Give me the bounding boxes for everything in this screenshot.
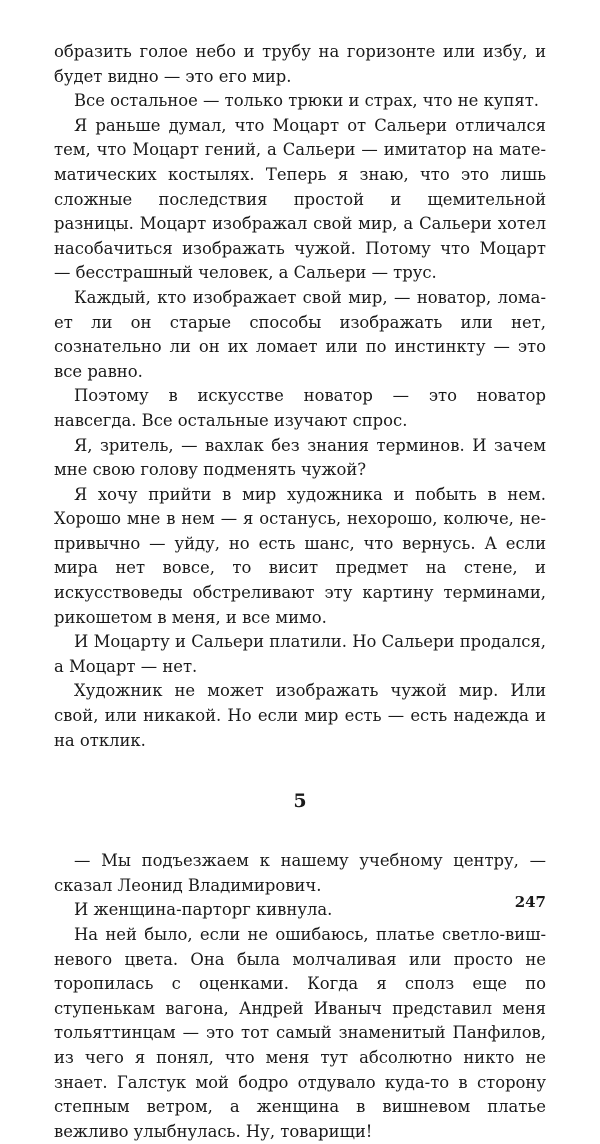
paragraph: Все остальное — только трюки и страх, что не купят.: [74, 91, 540, 111]
paragraph: Я хочу прийти в мир художника и побыть в нем. Хорошо мне в нем — я останусь, нехорошо, колюче, непривычно — уйду, но есть шанс, что вернусь. А если мира нет вовсе, то висит предмет на стене, и искусствоведы обстреливают эту картину терминами, рикошетом в меня, и все мимо.: [54, 484, 546, 627]
paragraph: Я раньше думал, что Моцарт от Сальери отличался тем, что Моцарт гений, а Сальери — имитатор на математических костылях. Теперь я знаю, что это лишь сложные последствия простой и щемительной разницы. Моцарт изображал свой мир, а Сальери хотел насобачиться изображать чужой. Потому что Моцарт — бесстрашный человек, а Сальери — трус.: [54, 115, 546, 283]
chapter-number: 5: [293, 790, 307, 813]
page-number: 247: [514, 893, 546, 911]
paragraph: Я, зритель, — вахлак без знания терминов. И зачем мне свою голову подменять чужой?: [54, 435, 546, 480]
paragraph: И Моцарту и Сальери платили. Но Сальери продался, а Моцарт — нет.: [54, 632, 546, 676]
paragraph: На ней было, если не ошибаюсь, платье светло-вишневого цвета. Она была молчаливая или просто не торопилась с оценками. Когда я сполз еще по ступенькам вагона, Андрей Иваныч представил меня тольяттинцам — это тот самый знаменитый Панфилов, из чего я понял, что меня тут абсолютно никто не знает. Галстук мой бодро отдувало куда-то в сторону степным ветром, а женщина в вишневом платье вежливо улыбнулась. Ну, товарищи!: [54, 925, 546, 1141]
paragraph: Поэтому в искусстве новатор — это новатор навсегда. Все остальные изучают спрос.: [54, 386, 546, 430]
paragraph: Художник не может изображать чужой мир. Или свой, или никакой. Но если мир есть — есть надежда и на отклик.: [54, 681, 546, 750]
paragraph: — Мы подъезжаем к нашему учебному центру, — сказал Леонид Владимирович.: [54, 851, 546, 895]
paragraph: И женщина-парторг кивнула.: [74, 900, 333, 920]
paragraph: Каждый, кто изображает свой мир, — новатор, ломает ли он старые способы изображать или нет, сознательно ли он их ломает или по инстинкту — это все равно.: [54, 287, 546, 381]
book-page: [54, 40, 546, 1144]
paragraph: образить голое небо и трубу на горизонте или избу, и будет видно — это его мир.: [54, 42, 546, 86]
